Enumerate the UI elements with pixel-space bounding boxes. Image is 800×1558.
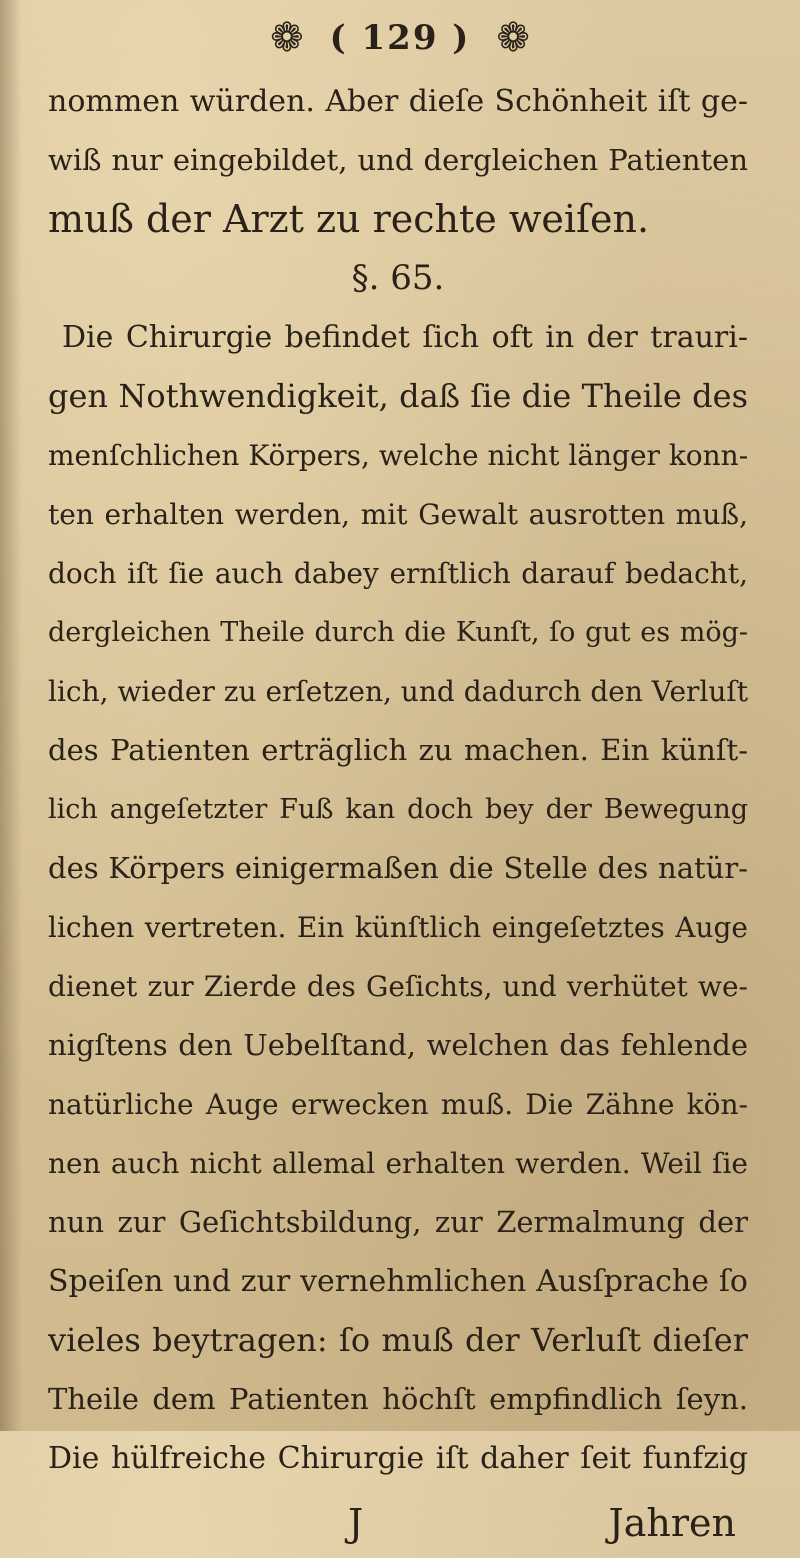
- text-line: ten erhalten werden, mit Gewalt ausrotten muß,: [48, 498, 748, 531]
- text-line: nun zur Geſichtsbildung, zur Zermalmung der: [48, 1205, 748, 1239]
- text-line: gen Nothwendigkeit, daß ſie die Theile des: [48, 377, 748, 415]
- text-line: nigſtens den Uebelſtand, welchen das fehlende: [48, 1028, 748, 1062]
- text-line: lich angeſetzter Fuß kan doch bey der Bewegung: [48, 794, 748, 825]
- text-line: Theile dem Patienten höchſt empfindlich ſeyn.: [48, 1382, 748, 1416]
- text-line: natürliche Auge erwecken muß. Die Zähne kön-: [48, 1088, 748, 1121]
- text-line: lich, wieder zu erſetzen, und dadurch den Verluſt: [48, 675, 748, 708]
- catchword: Jahren: [608, 1501, 736, 1545]
- page-header: [0, 8, 800, 68]
- text-line: Die hülfreiche Chirurgie iſt daher ſeit funfzig: [48, 1441, 748, 1476]
- section-heading: §. 65.: [351, 258, 445, 298]
- right-ornament-icon: ❁: [496, 15, 530, 61]
- text-line: lichen vertreten. Ein künſtlich eingeſetztes Auge: [48, 911, 748, 944]
- body-text: [48, 72, 748, 1558]
- left-ornament-icon: ❁: [270, 15, 304, 61]
- text-line: des Patienten erträglich zu machen. Ein künſt-: [48, 733, 748, 767]
- signature-mark: J: [348, 1501, 364, 1545]
- text-line: des Körpers einigermaßen die Stelle des natür-: [48, 851, 748, 885]
- text-line: menſchlichen Körpers, welche nicht länger konn-: [48, 439, 748, 472]
- text-line: vieles beytragen: ſo muß der Verluſt dieſer: [48, 1321, 748, 1359]
- text-line: Die Chirurgie befindet ſich oft in der trauri-: [62, 320, 748, 355]
- text-line: dergleichen Theile durch die Kunſt, ſo gut es mög-: [48, 617, 748, 648]
- page-footer: [48, 1488, 748, 1558]
- text-line: nommen würden. Aber dieſe Schönheit iſt ge-: [48, 84, 748, 119]
- text-line: nen auch nicht allemal erhalten werden. Weil ſie: [48, 1147, 748, 1180]
- text-line: dienet zur Zierde des Geſichts, und verhütet we-: [48, 970, 748, 1003]
- text-line: muß der Arzt zu rechte weiſen.: [48, 197, 650, 241]
- text-line: doch iſt ſie auch dabey ernſtlich darauf bedacht,: [48, 557, 748, 590]
- page-number: ( 129 ): [329, 18, 471, 58]
- text-line: Speiſen und zur vernehmlichen Ausſprache ſo: [48, 1264, 748, 1299]
- text-line: wiß nur eingebildet, und dergleichen Patienten: [48, 143, 748, 177]
- binding-shadow: [0, 0, 22, 1431]
